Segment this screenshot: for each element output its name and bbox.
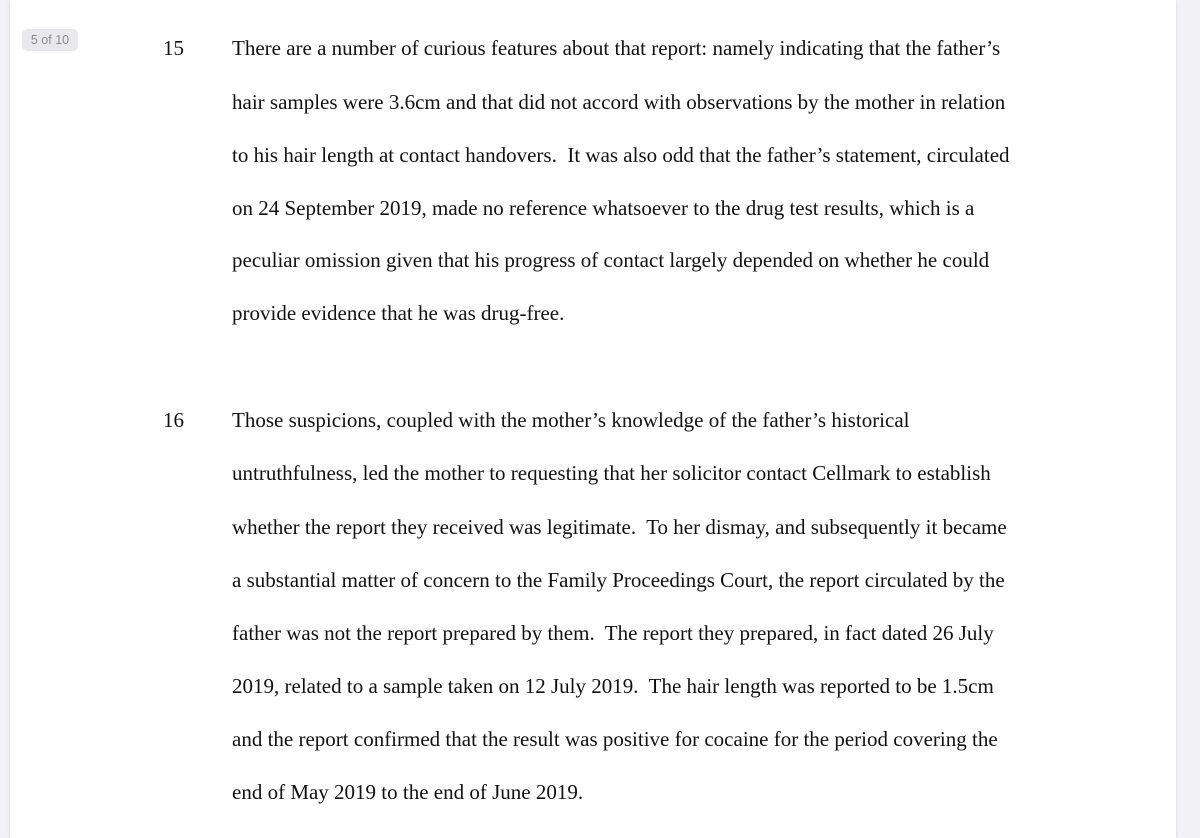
paragraph-line: Those suspicions, coupled with the mother’s knowledge of the father’s historical <box>232 408 910 432</box>
paragraph-line: There are a number of curious features about that report: namely indicating that the father’s <box>232 36 1001 60</box>
paragraph-line: and the report confirmed that the result was positive for cocaine for the period covering the <box>232 727 998 751</box>
paragraph-number: 16 <box>163 408 184 432</box>
paragraph-line: father was not the report prepared by them. The report they prepared, in fact dated 26 July <box>232 621 994 645</box>
paragraph-line: hair samples were 3.6cm and that did not accord with observations by the mother in relation <box>232 90 1006 114</box>
paragraph-line: to his hair length at contact handovers. It was also odd that the father’s statement, circulated <box>232 143 1010 167</box>
document-page <box>10 0 1176 838</box>
paragraph-line: provide evidence that he was drug-free. <box>232 301 565 325</box>
paragraph-line: untruthfulness, led the mother to requesting that her solicitor contact Cellmark to establish <box>232 461 991 485</box>
paragraph-line: whether the report they received was legitimate. To her dismay, and subsequently it became <box>232 515 1007 539</box>
page-indicator: 5 of 10 <box>22 29 78 51</box>
paragraph-line: peculiar omission given that his progress of contact largely depended on whether he could <box>232 248 990 272</box>
paragraph-line: on 24 September 2019, made no reference whatsoever to the drug test results, which is a <box>232 196 975 220</box>
paragraph-line: a substantial matter of concern to the Family Proceedings Court, the report circulated by the <box>232 568 1005 592</box>
paragraph-number: 15 <box>163 36 184 60</box>
paragraph-line: end of May 2019 to the end of June 2019. <box>232 780 584 804</box>
paragraph-line: 2019, related to a sample taken on 12 July 2019. The hair length was reported to be 1.5cm <box>232 674 994 698</box>
